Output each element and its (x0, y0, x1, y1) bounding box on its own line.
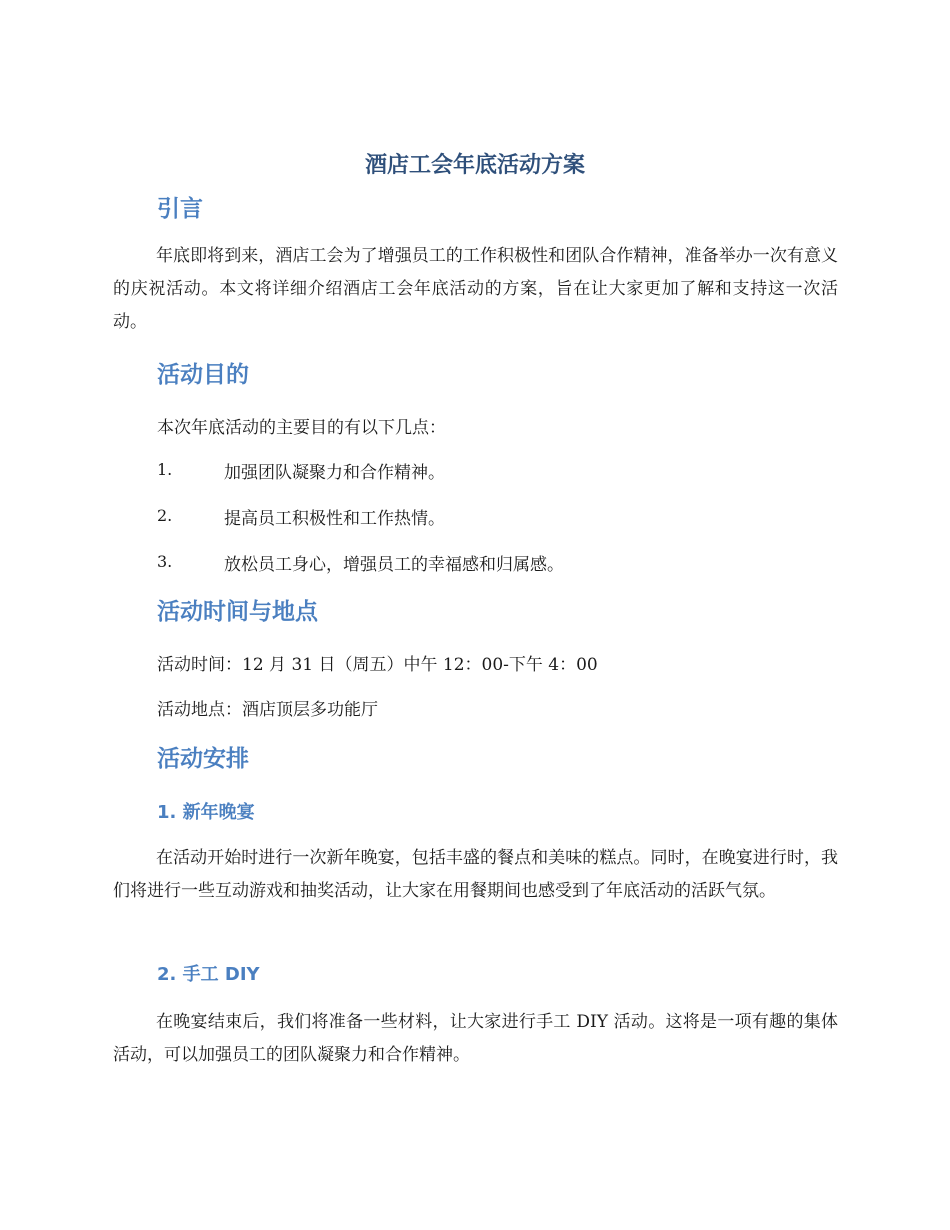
heading-time-place: 活动时间与地点 (157, 599, 318, 625)
heading-arrangement: 活动安排 (157, 746, 249, 772)
heading-intro: 引言 (157, 196, 203, 222)
list-item: 加强团队凝聚力和合作精神。 (224, 463, 445, 483)
list-item: 放松员工身心，增强员工的幸福感和归属感。 (224, 555, 564, 575)
list-item-number: 2. (157, 506, 173, 525)
activity-place: 活动地点：酒店顶层多功能厅 (157, 700, 378, 720)
intro-paragraph: 年底即将到来，酒店工会为了增强员工的工作积极性和团队合作精神，准备举办一次有意义的庆祝活动。本文将详细介绍酒店工会年底活动的方案，旨在让大家更加了解和支持这一次活动。 (113, 246, 838, 332)
document-title: 酒店工会年底活动方案 (364, 153, 585, 178)
list-item-number: 1. (157, 460, 173, 479)
activity-time: 活动时间：12 月 31 日（周五）中午 12：00-下午 4：00 (157, 655, 598, 675)
purpose-lead: 本次年底活动的主要目的有以下几点： (157, 418, 446, 438)
subheading-diy: 2. 手工 DIY (157, 964, 260, 985)
subheading-dinner: 1. 新年晚宴 (157, 802, 255, 823)
diy-paragraph: 在晚宴结束后，我们将准备一些材料，让大家进行手工 DIY 活动。这将是一项有趣的集体活动，可以加强员工的团队凝聚力和合作精神。 (113, 1012, 838, 1065)
list-item: 提高员工积极性和工作热情。 (224, 509, 445, 529)
dinner-paragraph: 在活动开始时进行一次新年晚宴，包括丰盛的餐点和美味的糕点。同时，在晚宴进行时，我们将进行一些互动游戏和抽奖活动，让大家在用餐期间也感受到了年底活动的活跃气氛。 (113, 848, 838, 901)
heading-purpose: 活动目的 (157, 362, 249, 388)
list-item-number: 3. (157, 552, 173, 571)
